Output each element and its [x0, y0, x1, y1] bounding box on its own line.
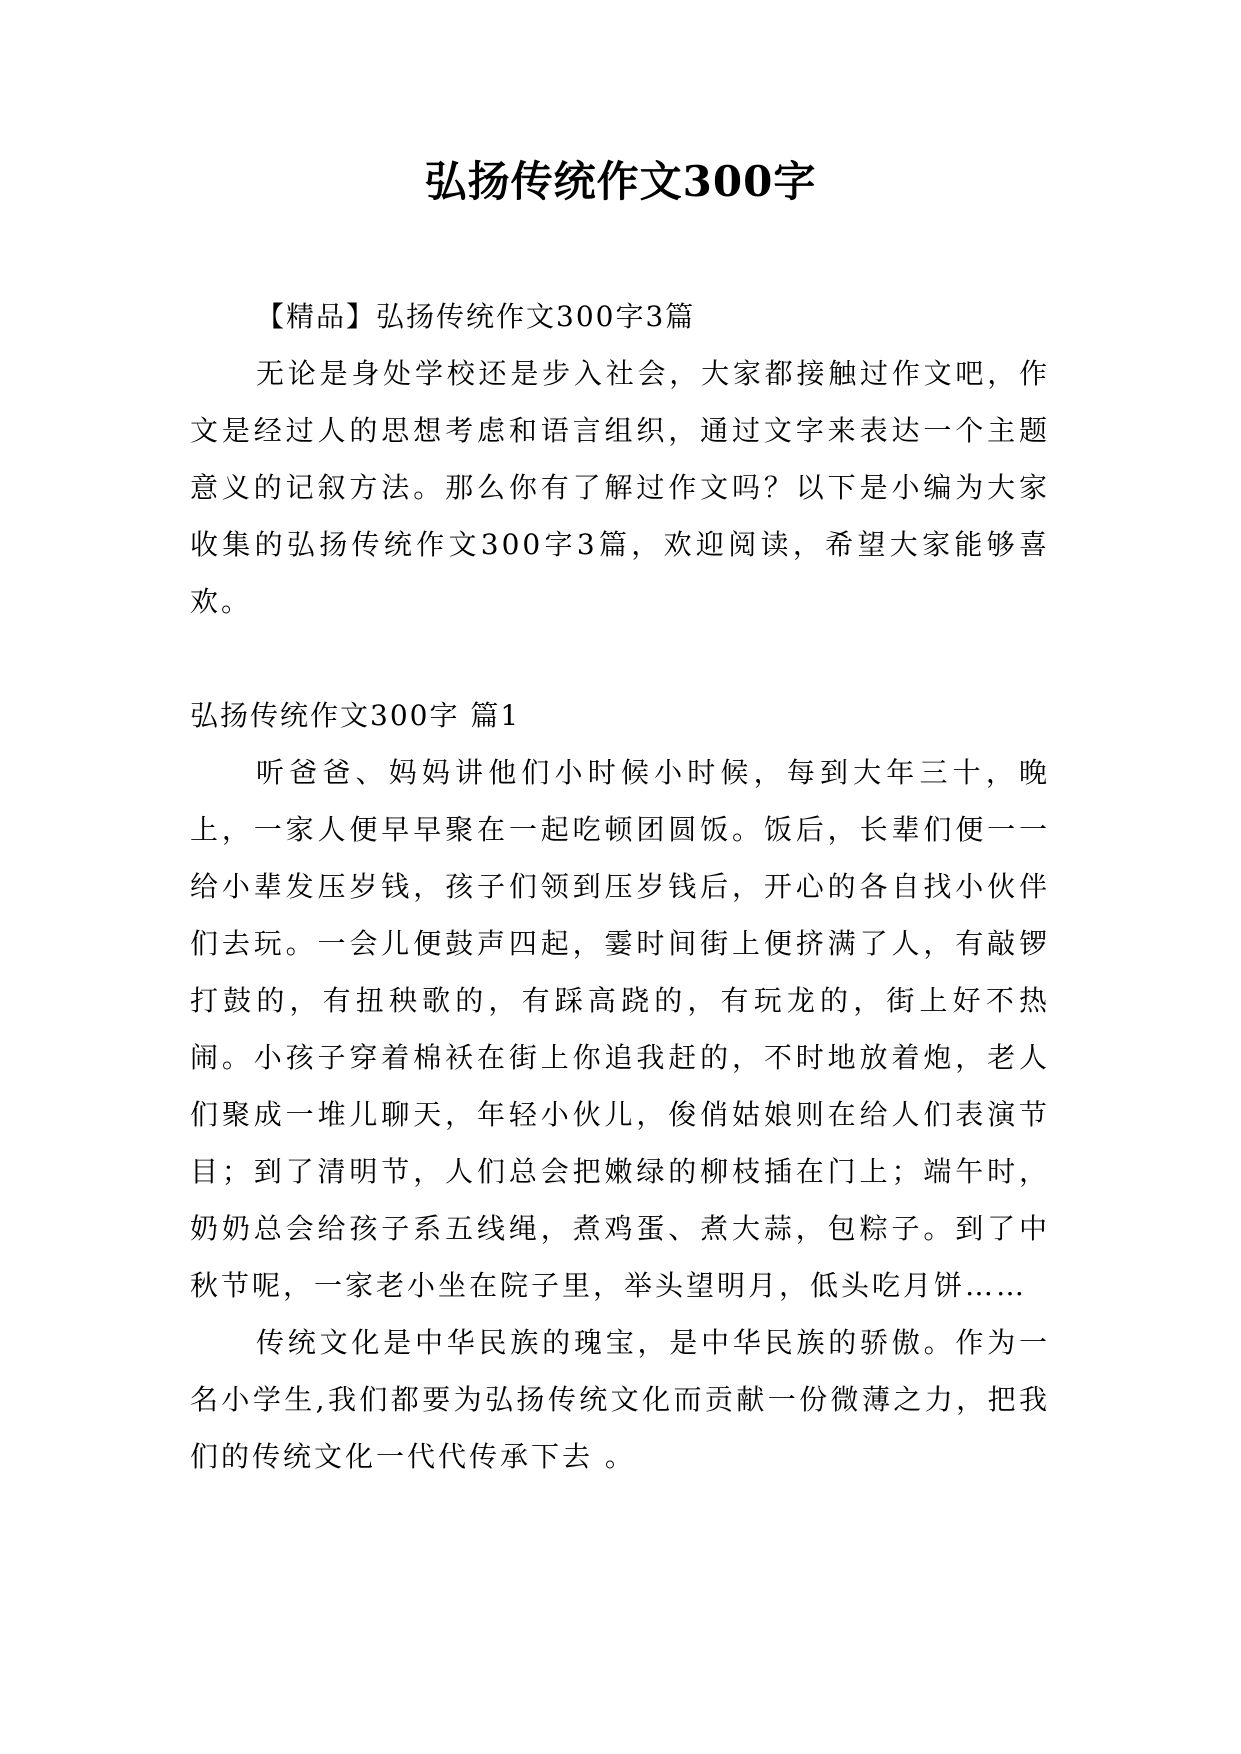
intro-paragraph: 无论是身处学校还是步入社会，大家都接触过作文吧，作文是经过人的思想考虑和语言组织，通过文字来表达一个主题意义的记叙方法。那么你有了解过作文吗？以下是小编为大家收集的弘扬传统作文300字3篇，欢迎阅读，希望大家能够喜欢。 [190, 357, 1050, 618]
document-body [190, 288, 1050, 1485]
document-subtitle: 【精品】弘扬传统作文300字3篇 [256, 300, 696, 333]
document-title: 弘扬传统作文300字 [424, 157, 817, 206]
section-heading: 弘扬传统作文300字 篇1 [190, 699, 521, 732]
body-paragraph: 听爸爸、妈妈讲他们小时候小时候，每到大年三十，晚上，一家人便早早聚在一起吃顿团圆饭。饭后，长辈们便一一给小辈发压岁钱，孩子们领到压岁钱后，开心的各自找小伙伴们去玩。一会儿便鼓声四起，霎时间街上便挤满了人，有敲锣打鼓的，有扭秧歌的，有踩高跷的，有玩龙的，街上好不热闹。小孩子穿着棉袄在街上你追我赶的，不时地放着炮，老人们聚成一堆儿聊天，年轻小伙儿，俊俏姑娘则在给人们表演节目；到了清明节，人们总会把嫩绿的柳枝插在门上；端午时，奶奶总会给孩子系五线绳，煮鸡蛋、煮大蒜，包粽子。到了中秋节呢，一家老小坐在院子里，举头望明月，低头吃月饼…… [190, 756, 1050, 1302]
body-paragraph: 传统文化是中华民族的瑰宝，是中华民族的骄傲。作为一名小学生,我们都要为弘扬传统文化而贡献一份微薄之力，把我们的传统文化一代代传承下去 。 [190, 1326, 1050, 1473]
